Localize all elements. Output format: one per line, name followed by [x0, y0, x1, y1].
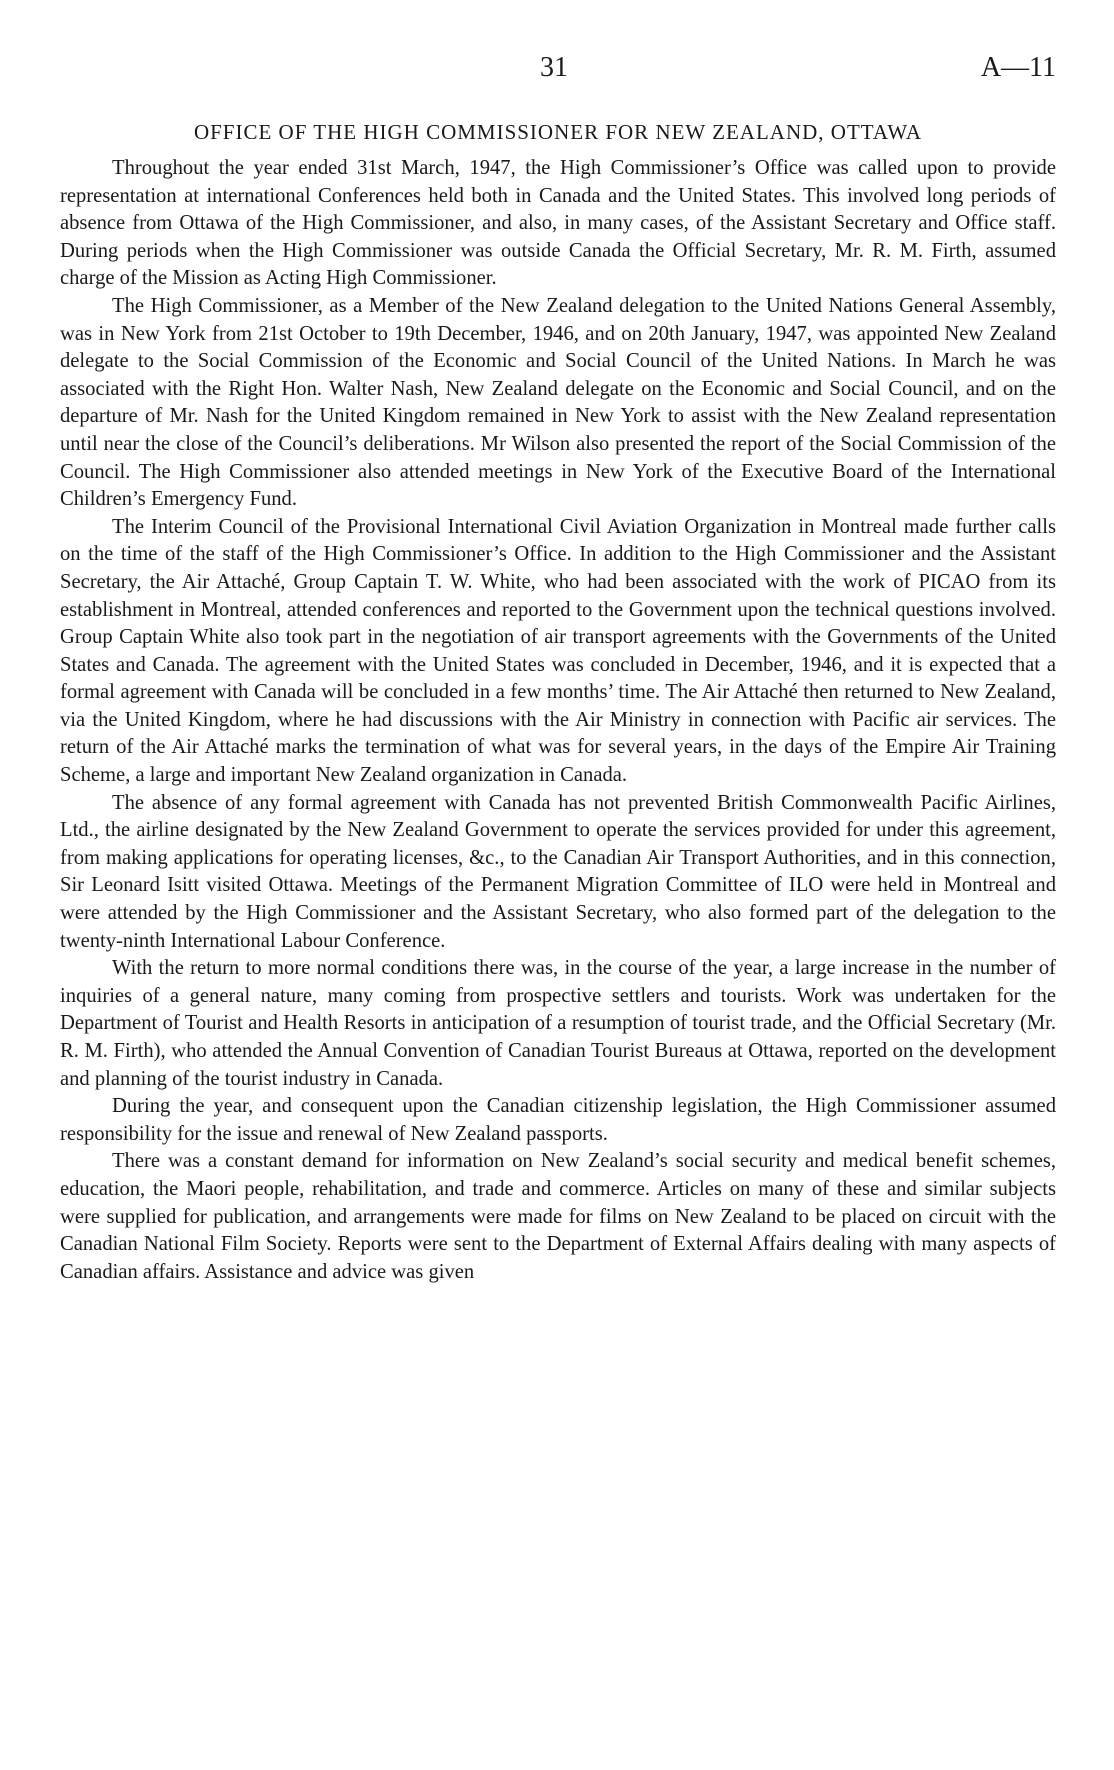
series-code: A—11: [980, 52, 1056, 83]
paragraph: With the return to more normal conditions there was, in the course of the year, a large increase in the number of inquiries of a general nature, many coming from prospective settlers and tourists. Work was undertaken for the Department of Tourist and Health Resorts in anticipation of a resumption of tourist trade, and the Official Secretary (Mr. R. M. Firth), who attended the Annual Convention of Canadian Tourist Bureaus at Ottawa, reported on the development and planning of the tourist industry in Canada.: [60, 957, 1056, 1090]
section-title: OFFICE OF THE HIGH COMMISSIONER FOR NEW ZEALAND, OTTAWA: [193, 120, 923, 144]
document-page: [60, 46, 1056, 1286]
paragraph: Throughout the year ended 31st March, 1947, the High Commissioner’s Office was called upon to provide representation at international Conferences held both in Canada and the United States. This involved long periods of absence from Ottawa of the High Commissioner, and also, in many cases, of the Assistant Secretary and Office staff. During periods when the High Commissioner was outside Canada the Official Secretary, Mr. R. M. Firth, assumed charge of the Mission as Acting High Commissioner.: [60, 157, 1056, 290]
paragraph: The Interim Council of the Provisional International Civil Aviation Organization in Montreal made further calls on the time of the staff of the High Commissioner’s Office. In addition to the High Commissioner and the Assistant Secretary, the Air Attaché, Group Captain T. W. White, who had been associated with the work of PICAO from its establishment in Montreal, attended conferences and reported to the Government upon the technical questions involved. Group Captain White also took part in the negotiation of air transport agreements with the Governments of the United States and Canada. The agreement with the United States was concluded in December, 1946, and it is expected that a formal agreement with Canada will be concluded in a few months’ time. The Air Attaché then returned to New Zealand, via the United Kingdom, where he had discussions with the Air Ministry in connection with Pacific air services. The return of the Air Attaché marks the termination of what was for several years, in the days of the Empire Air Training Scheme, a large and important New Zealand organization in Canada.: [60, 515, 1056, 787]
paragraph: The absence of any formal agreement with Canada has not prevented British Commonwealth Pacific Airlines, Ltd., the airline designated by the New Zealand Government to operate the services provided for under this agreement, from making applications for operating licenses, &c., to the Canadian Air Transport Authorities, and in this connection, Sir Leonard Isitt visited Ottawa. Meetings of the Permanent Migration Committee of ILO were held in Montreal and were attended by the High Commissioner and the Assistant Secretary, who also formed part of the delegation to the twenty-ninth International Labour Conference.: [60, 791, 1056, 952]
page-number: 31: [540, 52, 568, 83]
paragraph: The High Commissioner, as a Member of the New Zealand delegation to the United Nations General Assembly, was in New York from 21st October to 19th December, 1946, and on 20th January, 1947, was appointed New Zealand delegate to the Social Commission of the Economic and Social Council of the United Nations. In March he was associated with the Right Hon. Walter Nash, New Zealand delegate on the Economic and Social Council, and on the departure of Mr. Nash for the United Kingdom remained in New York to assist with the New Zealand representation until near the close of the Council’s deliberations. Mr Wilson also presented the report of the Social Commission of the Council. The High Commissioner also attended meetings in New York of the Executive Board of the International Children’s Emergency Fund.: [60, 294, 1056, 511]
body-text: [60, 155, 1056, 1286]
paragraph: There was a constant demand for information on New Zealand’s social security and medical benefit schemes, education, the Maori people, rehabilitation, and trade and commerce. Articles on many of these and similar subjects were supplied for publication, and arrangements were made for films on New Zealand to be placed on circuit with the Canadian National Film Society. Reports were sent to the Department of External Affairs dealing with many aspects of Canadian affairs. Assistance and advice was given: [60, 1150, 1056, 1283]
paragraph: During the year, and consequent upon the Canadian citizenship legislation, the High Commissioner assumed responsibility for the issue and renewal of New Zealand passports.: [60, 1095, 1056, 1145]
running-header: [60, 46, 1056, 96]
